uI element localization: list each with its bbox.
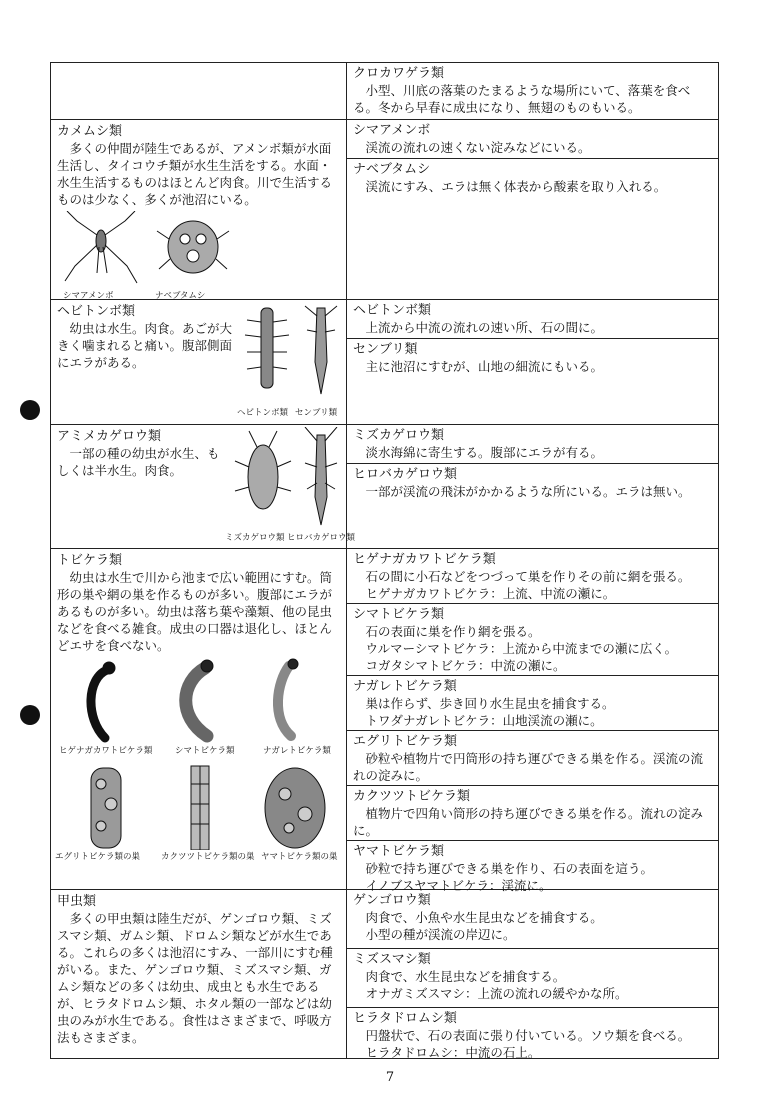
species-desc: 渓流の流れの速くない淀みなどにいる。 [365, 140, 591, 155]
species-desc: 砂粒で持ち運びできる巣を作り、石の表面を這う。 [365, 861, 654, 876]
species-desc: 円盤状で、石の表面に張り付いている。ソウ類を食べる。 [365, 1028, 691, 1043]
species-entry [347, 676, 718, 731]
lepidostomatid-case-icon [191, 766, 209, 850]
group-cell-trichoptera [51, 549, 347, 889]
right-cell [347, 300, 719, 424]
species-entry [347, 604, 718, 676]
right-cell [347, 120, 719, 299]
species-desc: 植物片で四角い筒形の持ち運びできる巣を作る。流れの淀みに。 [353, 806, 704, 838]
species-entry [347, 1008, 718, 1064]
species-note: ヒラタドロムシ：中流の石上。 [365, 1045, 541, 1060]
group-title: カメムシ類 [57, 124, 123, 139]
insect-table [50, 62, 719, 1059]
caption-hydropsychid: シマトビケラ類 [175, 746, 235, 756]
group-cell-megaloptera [51, 300, 347, 424]
species-note: イノブスヤマトビケラ：渓流に。 [365, 878, 552, 893]
species-entry [347, 159, 718, 198]
megaloptera-illustration [237, 302, 347, 408]
species-desc: 渓流にすみ、エラは無く体表から酸素を取り入れる。 [365, 179, 667, 194]
caption-lepidostomatid-case: カクツツトビケラ類の巣 [161, 852, 255, 862]
species-note: オナガミズスマシ：上流の流れの緩やかな所。 [365, 986, 628, 1001]
species-entry [347, 731, 718, 786]
table-row [51, 549, 719, 893]
species-entry [347, 890, 718, 949]
caption-alderfly: センブリ類 [295, 408, 338, 418]
caption-stenopsychid: ヒゲナガカワトビケラ類 [59, 746, 153, 756]
caption-rhyacophilid: ナガレトビケラ類 [263, 746, 331, 756]
hydropsychid-larva-icon [186, 660, 213, 736]
stenopsychid-larva-icon [91, 662, 115, 738]
species-entry [347, 120, 718, 159]
species-entry [347, 464, 718, 503]
caption-water-strider: シマアメンボ [63, 291, 114, 301]
species-entry [347, 841, 718, 897]
species-entry [347, 949, 718, 1008]
species-desc: 上流から中流の流れの速い所、石の間に。 [365, 320, 604, 335]
group-cell-coleoptera [51, 890, 347, 1058]
species-name: ヒラタドロムシ類 [353, 1011, 457, 1026]
limnephilid-case-icon [91, 768, 121, 848]
group-title: ヘビトンボ類 [57, 304, 136, 319]
right-cell [347, 63, 719, 119]
species-name: ナベブタムシ [353, 162, 431, 177]
caddisfly-larvae-illustration [57, 658, 341, 744]
species-note: トワダナガレトビケラ：山地渓流の瀬に。 [365, 713, 603, 728]
caption-spongillafly: ミズカゲロウ類 [225, 533, 285, 543]
species-desc: 主に池沼にすむが、山地の細流にもいる。 [365, 359, 604, 374]
species-name: ミズカゲロウ類 [353, 428, 445, 443]
right-cell [347, 549, 719, 893]
table-row [51, 890, 719, 1059]
species-desc: 小型、川底の落葉のたまるような場所にいて、落葉を食べる。冬から早春に成虫になり、無翅のものもいる。 [353, 83, 691, 115]
species-note: ウルマーシマトビケラ：上流から中流までの瀬に広く。 [365, 641, 678, 656]
species-name: クロカワゲラ類 [353, 66, 445, 81]
species-desc: 石の間に小石などをつづって巣を作りその前に網を張る。 [365, 569, 691, 584]
right-cell [347, 425, 719, 548]
species-name: ヘビトンボ類 [353, 303, 432, 318]
species-name: センブリ類 [353, 342, 418, 357]
species-desc: 肉食で、水生昆虫などを捕食する。 [365, 969, 566, 984]
rhyacophilid-larva-icon [278, 659, 298, 736]
group-title: 甲虫類 [57, 894, 97, 909]
glossosomatid-case-icon [265, 768, 325, 848]
species-desc: 一部が渓流の飛沫がかかるような所にいる。エラは無い。 [365, 484, 691, 499]
species-name: ゲンゴロウ類 [353, 893, 431, 908]
species-entry [347, 63, 718, 119]
species-entry [347, 339, 718, 378]
species-name: ナガレトビケラ類 [353, 679, 457, 694]
species-name: ヤマトビケラ類 [353, 844, 445, 859]
dobsonfly-larva-icon [245, 308, 289, 388]
caption-osmylid: ヒロバカゲロウ類 [287, 533, 356, 543]
caption-saucer-bug: ナベブタムシ [155, 291, 206, 301]
group-title: アミメカゲロウ類 [57, 429, 162, 444]
species-entry [347, 786, 718, 841]
species-name: シマアメンボ [353, 123, 431, 138]
water-strider-icon [65, 211, 137, 283]
species-name: シマトビケラ類 [353, 607, 445, 622]
species-name: エグリトビケラ類 [353, 734, 458, 749]
group-desc: 多くの仲間が陸生であるが、アメンボ類が水面生活し、タイコウチ類が水生生活をする。水面・水生生活するものはほとんど肉食。川で生活するものは少なく、多くが池沼にいる。 [57, 141, 333, 207]
osmylid-larva-icon [305, 427, 337, 525]
caption-dobsonfly: ヘビトンボ類 [237, 408, 289, 418]
group-title: トビケラ類 [57, 553, 123, 568]
saucer-bug-icon [157, 221, 229, 273]
hemiptera-illustration [57, 211, 257, 289]
table-row [51, 120, 719, 300]
group-cell-hemiptera [51, 120, 347, 299]
caption-limnephilid-case: エグリトビケラ類の巣 [55, 852, 141, 862]
caption-glossosomatid-case: ヤマトビケラ類の巣 [261, 852, 338, 862]
species-entry [347, 549, 718, 604]
table-row [51, 63, 719, 120]
binder-hole-bottom [20, 705, 40, 725]
species-name: カクツツトビケラ類 [353, 789, 471, 804]
spongillafly-larva-icon [235, 431, 291, 509]
group-cell-neuroptera [51, 425, 356, 548]
group-desc: 幼虫は水生。肉食。あごが大きく噛まれると痛い。腹部側面にエラがある。 [57, 321, 233, 370]
species-note: コガタシマトビケラ：中流の瀬に。 [365, 658, 566, 673]
species-note: ヒゲナガカワトビケラ：上流、中流の瀬に。 [365, 586, 616, 601]
species-entry [347, 425, 718, 464]
group-desc: 一部の種の幼虫が水生、もしくは半水生。肉食。 [57, 446, 220, 478]
right-cell [347, 890, 719, 1058]
neuroptera-illustration [227, 427, 343, 531]
binder-hole-top [20, 400, 40, 420]
caddisfly-cases-illustration [57, 764, 341, 850]
group-desc: 多くの甲虫類は陸生だが、ゲンゴロウ類、ミズスマシ類、ガムシ類、ドロムシ類などが水生である。これらの多くは池沼にすみ、一部川にすむ種がいる。また、ゲンゴロウ類、ミズスマシ類、ガムシ類などの多くは幼虫、成虫とも水生であるが、ヒラタドロムシ類、ホタル類の一部などは幼虫のみが水生である。食性はさまざまで、呼吸方法もさまざま。 [57, 911, 333, 1045]
group-desc: 幼虫は水生で川から池まで広い範囲にすむ。筒形の巣や網の巣を作るものが多い。腹部にエラがあるものが多い。幼虫は落ち葉や藻類、他の昆虫などを食べる雑食。成虫の口器は退化し、ほとんどエサを食べない。 [57, 570, 333, 653]
alderfly-larva-icon [305, 306, 337, 394]
species-desc: 石の表面に巣を作り網を張る。 [365, 624, 541, 639]
species-desc: 巣は作らず、歩き回り水生昆虫を捕食する。 [365, 696, 615, 711]
species-name: ヒロバカゲロウ類 [353, 467, 458, 482]
species-desc: 砂粒や植物片で円筒形の持ち運びできる巣を作る。渓流の流れの淀みに。 [353, 751, 704, 783]
species-name: ヒゲナガカワトビケラ類 [353, 552, 496, 567]
species-desc: 淡水海綿に寄生する。腹部にエラが有る。 [365, 445, 604, 460]
left-cell-empty [51, 63, 347, 119]
species-entry [347, 300, 718, 339]
species-note: 小型の種が渓流の岸辺に。 [365, 927, 516, 942]
species-desc: 肉食で、小魚や水生昆虫などを捕食する。 [365, 910, 603, 925]
species-name: ミズスマシ類 [353, 952, 431, 967]
table-row [51, 425, 719, 549]
page-number: 7 [385, 1070, 395, 1085]
table-row [51, 300, 719, 425]
